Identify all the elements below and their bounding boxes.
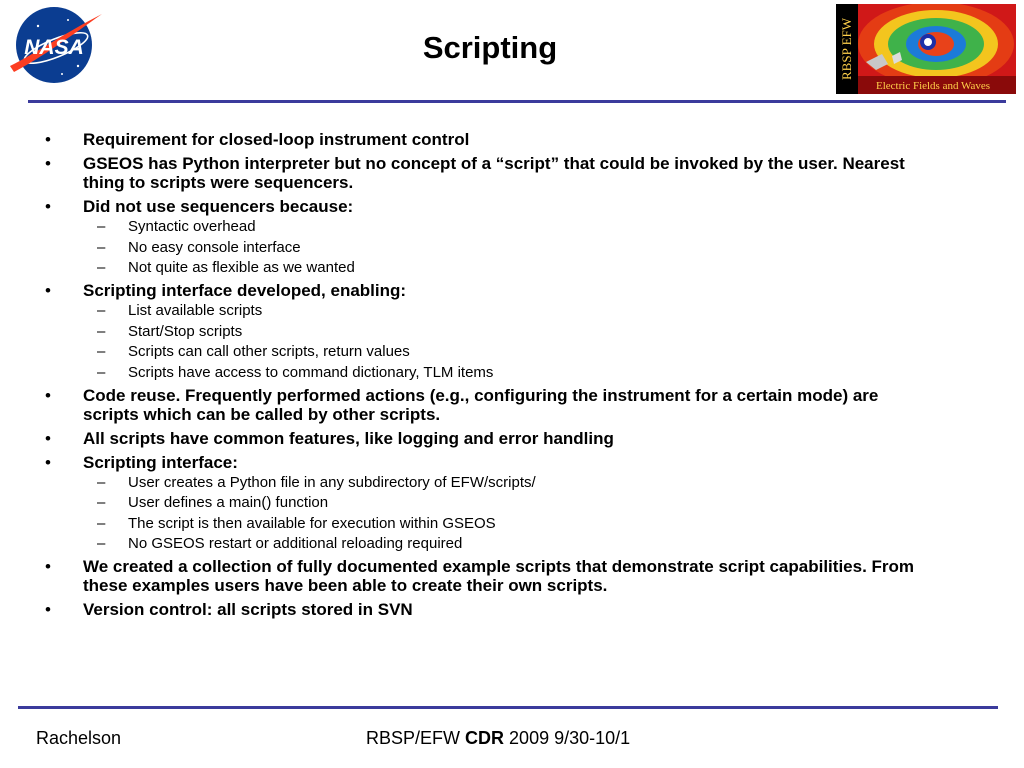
sub-bullet-marker: – [97,218,106,235]
sub-bullet-text: Scripts can call other scripts, return values [128,343,410,360]
sub-bullet-item [83,343,934,360]
efw-logo-vertical-text: RBSP EFW [839,18,854,81]
sub-bullet-text: Not quite as flexible as we wanted [128,259,355,276]
footer-dates: 2009 9/30-10/1 [509,728,631,748]
sub-bullet-marker: – [97,302,106,319]
sub-bullet-marker: – [97,343,106,360]
footer-project-info [366,728,630,749]
bullet-marker: • [45,281,51,300]
sub-bullet-item [83,239,934,256]
sub-bullet-text: Syntactic overhead [128,218,256,235]
bullet-marker: • [45,600,51,619]
sub-bullet-text: The script is then available for execution within GSEOS [128,514,496,532]
sub-bullet-text: No GSEOS restart or additional reloading required [128,535,463,552]
sub-bullet-marker: – [97,322,106,340]
bullet-marker: • [45,130,51,149]
sub-bullet-item [83,323,934,340]
bullet-item [0,453,1024,553]
bullet-item [0,197,1024,276]
sub-bullet-item [83,515,934,532]
bullet-text: All scripts have common features, like logging and error handling [83,428,614,448]
slide-body [0,130,1024,624]
bullet-text: Version control: all scripts stored in SVN [83,600,413,619]
sub-bullet-text: Start/Stop scripts [128,322,243,340]
sub-bullet-list [83,302,934,381]
sub-bullet-marker: – [97,514,106,532]
sub-bullet-marker: – [97,238,106,256]
sub-bullet-text: List available scripts [128,302,263,319]
bullet-item [0,130,1024,149]
bullet-text: Did not use sequencers because: [83,197,354,216]
sub-bullet-item [83,218,934,235]
footer-author: Rachelson [36,728,122,748]
bullet-item [0,386,1024,424]
bullet-item [0,281,1024,381]
bullet-item [0,600,1024,619]
sub-bullet-item [83,535,934,552]
sub-bullet-text: User defines a main() function [128,494,329,511]
sub-bullet-item [83,259,934,276]
footer-review: CDR [465,728,505,748]
bullet-text: Requirement for closed-loop instrument control [83,130,470,149]
bullet-text: We created a collection of fully documented example scripts that demonstrate script capabilities. From these examples users have been able to create their own scripts. [83,557,915,595]
sub-bullet-marker: – [97,494,106,511]
bullet-list [0,130,1024,619]
efw-logo-caption: Electric Fields and Waves [876,80,991,92]
bullet-text: Scripting interface: [83,452,238,472]
sub-bullet-marker: – [97,363,106,381]
header-divider [28,100,1006,103]
sub-bullet-text: No easy console interface [128,238,301,256]
sub-bullet-list [83,474,934,553]
page-title: Scripting [422,30,558,65]
bullet-marker: • [45,428,51,448]
nasa-logo-text: NASA [24,36,84,59]
bullet-marker: • [45,154,51,173]
bullet-marker: • [45,197,51,216]
bullet-marker: • [45,452,51,472]
bullet-marker: • [45,385,51,405]
bullet-item [0,154,1024,192]
footer-project: RBSP/EFW [366,728,461,748]
bullet-marker: • [45,557,51,576]
sub-bullet-marker: – [97,473,106,491]
sub-bullet-marker: – [97,259,106,276]
efw-logo [836,4,1016,94]
bullet-item [0,557,1024,595]
sub-bullet-text: User creates a Python file in any subdirectory of EFW/scripts/ [128,473,536,491]
sub-bullet-marker: – [97,535,106,552]
bullet-text: Code reuse. Frequently performed actions (e.g., configuring the instrument for a certain mode) are scripts which can be called by other scripts. [83,385,879,424]
sub-bullet-item [83,474,934,491]
bullet-item [0,429,1024,448]
sub-bullet-list [83,218,934,276]
sub-bullet-item [83,494,934,511]
sub-bullet-item [83,364,934,381]
bullet-text: Scripting interface developed, enabling: [83,281,407,300]
sub-bullet-item [83,302,934,319]
footer-divider [18,706,998,709]
sub-bullet-text: Scripts have access to command dictionary, TLM items [128,363,494,381]
bullet-text: GSEOS has Python interpreter but no concept of a “script” that could be invoked by the user. Nearest thing to scripts were sequencers. [83,154,905,192]
